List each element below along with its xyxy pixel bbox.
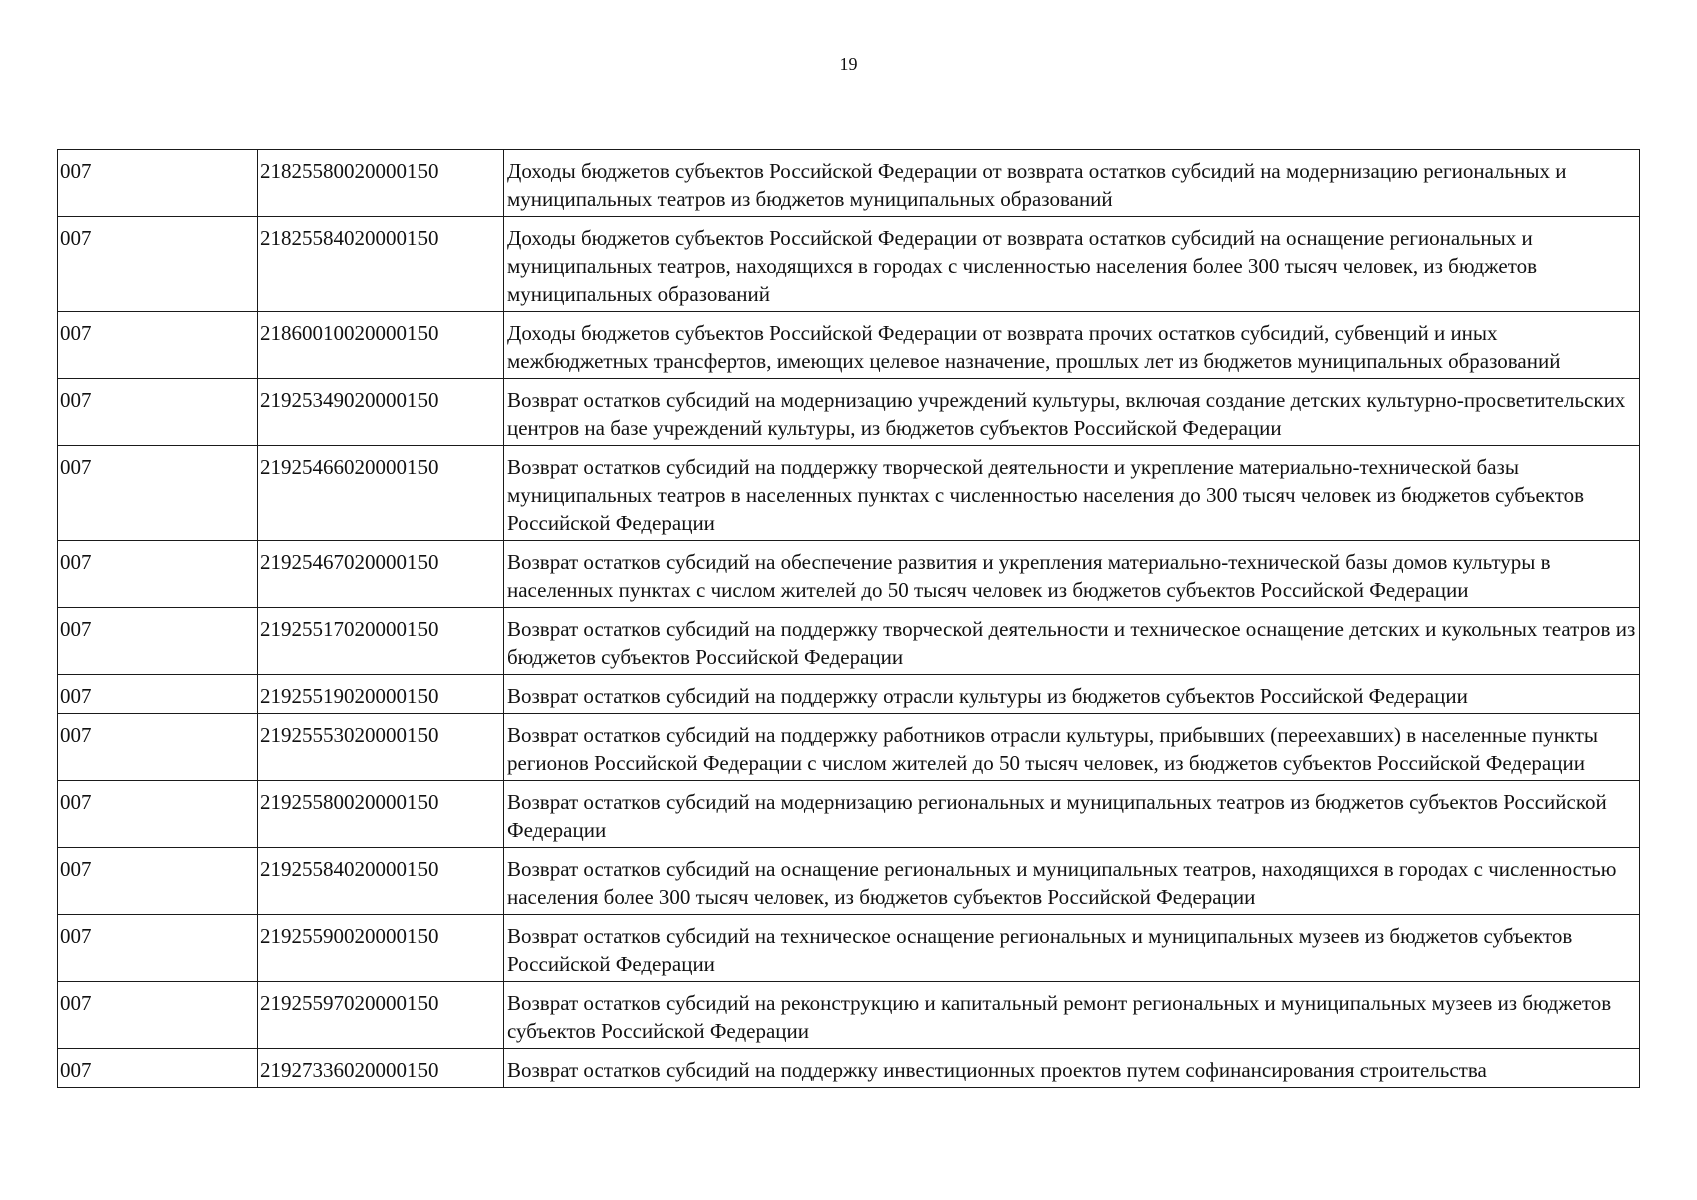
table-row (58, 608, 1640, 675)
table-row (58, 915, 1640, 982)
table-row (58, 217, 1640, 312)
description-cell: Доходы бюджетов субъектов Российской Федерации от возврата остатков субсидий на оснащение региональных и муниципальных театров, находящихся в городах с численностью населения более 300 тысяч человек, из бюджетов муниципальных образований (504, 217, 1640, 312)
budget-code-cell: 21925517020000150 (258, 608, 504, 675)
budget-code-cell: 21860010020000150 (258, 312, 504, 379)
budget-code-cell: 21925466020000150 (258, 446, 504, 541)
description-cell: Возврат остатков субсидий на поддержку творческой деятельности и укрепление материально-технической базы муниципальных театров в населенных пунктах с численностью населения до 300 тысяч человек из бюджетов субъектов Российской Федерации (504, 446, 1640, 541)
description-cell: Доходы бюджетов субъектов Российской Федерации от возврата прочих остатков субсидий, субвенций и иных межбюджетных трансфертов, имеющих целевое назначение, прошлых лет из бюджетов муниципальных образований (504, 312, 1640, 379)
description-cell: Возврат остатков субсидий на обеспечение развития и укрепления материально-технической базы домов культуры в населенных пунктах с числом жителей до 50 тысяч человек из бюджетов субъектов Российской Федерации (504, 541, 1640, 608)
admin-code-cell: 007 (58, 714, 258, 781)
description-cell: Возврат остатков субсидий на реконструкцию и капитальный ремонт региональных и муниципальных музеев из бюджетов субъектов Российской Федерации (504, 982, 1640, 1049)
budget-codes-table (57, 149, 1640, 1088)
description-cell: Возврат остатков субсидий на техническое оснащение региональных и муниципальных музеев из бюджетов субъектов Российской Федерации (504, 915, 1640, 982)
description-cell: Возврат остатков субсидий на модернизацию региональных и муниципальных театров из бюджетов субъектов Российской Федерации (504, 781, 1640, 848)
table-row (58, 541, 1640, 608)
admin-code-cell: 007 (58, 1049, 258, 1088)
admin-code-cell: 007 (58, 150, 258, 217)
description-cell: Возврат остатков субсидий на оснащение региональных и муниципальных театров, находящихся в городах с численностью населения более 300 тысяч человек, из бюджетов субъектов Российской Федерации (504, 848, 1640, 915)
admin-code-cell: 007 (58, 312, 258, 379)
table-row (58, 150, 1640, 217)
admin-code-cell: 007 (58, 915, 258, 982)
description-cell: Возврат остатков субсидий на поддержку отрасли культуры из бюджетов субъектов Российской Федерации (504, 675, 1640, 714)
admin-code-cell: 007 (58, 446, 258, 541)
description-cell: Возврат остатков субсидий на поддержку работников отрасли культуры, прибывших (переехавших) в населенные пункты регионов Российской Федерации с числом жителей до 50 тысяч человек, из бюджетов субъектов Российской Федерации (504, 714, 1640, 781)
admin-code-cell: 007 (58, 541, 258, 608)
budget-code-cell: 21825584020000150 (258, 217, 504, 312)
table-row (58, 1049, 1640, 1088)
table-row (58, 781, 1640, 848)
table-row (58, 848, 1640, 915)
admin-code-cell: 007 (58, 781, 258, 848)
budget-code-cell: 21925597020000150 (258, 982, 504, 1049)
admin-code-cell: 007 (58, 675, 258, 714)
table-row (58, 982, 1640, 1049)
admin-code-cell: 007 (58, 379, 258, 446)
budget-code-cell: 21925553020000150 (258, 714, 504, 781)
description-cell: Возврат остатков субсидий на модернизацию учреждений культуры, включая создание детских культурно-просветительских центров на базе учреждений культуры, из бюджетов субъектов Российской Федерации (504, 379, 1640, 446)
table-row (58, 446, 1640, 541)
admin-code-cell: 007 (58, 982, 258, 1049)
budget-code-cell: 21925349020000150 (258, 379, 504, 446)
budget-code-cell: 21925467020000150 (258, 541, 504, 608)
table-row (58, 675, 1640, 714)
admin-code-cell: 007 (58, 608, 258, 675)
budget-code-cell: 21925519020000150 (258, 675, 504, 714)
budget-code-cell: 21925590020000150 (258, 915, 504, 982)
table-row (58, 379, 1640, 446)
table-row (58, 312, 1640, 379)
budget-code-cell: 21925584020000150 (258, 848, 504, 915)
table-row (58, 714, 1640, 781)
admin-code-cell: 007 (58, 848, 258, 915)
budget-code-cell: 21925580020000150 (258, 781, 504, 848)
admin-code-cell: 007 (58, 217, 258, 312)
budget-code-cell: 21825580020000150 (258, 150, 504, 217)
description-cell: Доходы бюджетов субъектов Российской Федерации от возврата остатков субсидий на модернизацию региональных и муниципальных театров из бюджетов муниципальных образований (504, 150, 1640, 217)
description-cell: Возврат остатков субсидий на поддержку творческой деятельности и техническое оснащение детских и кукольных театров из бюджетов субъектов Российской Федерации (504, 608, 1640, 675)
budget-code-cell: 21927336020000150 (258, 1049, 504, 1088)
page-number: 19 (839, 54, 858, 74)
description-cell: Возврат остатков субсидий на поддержку инвестиционных проектов путем софинансирования строительства (504, 1049, 1640, 1088)
